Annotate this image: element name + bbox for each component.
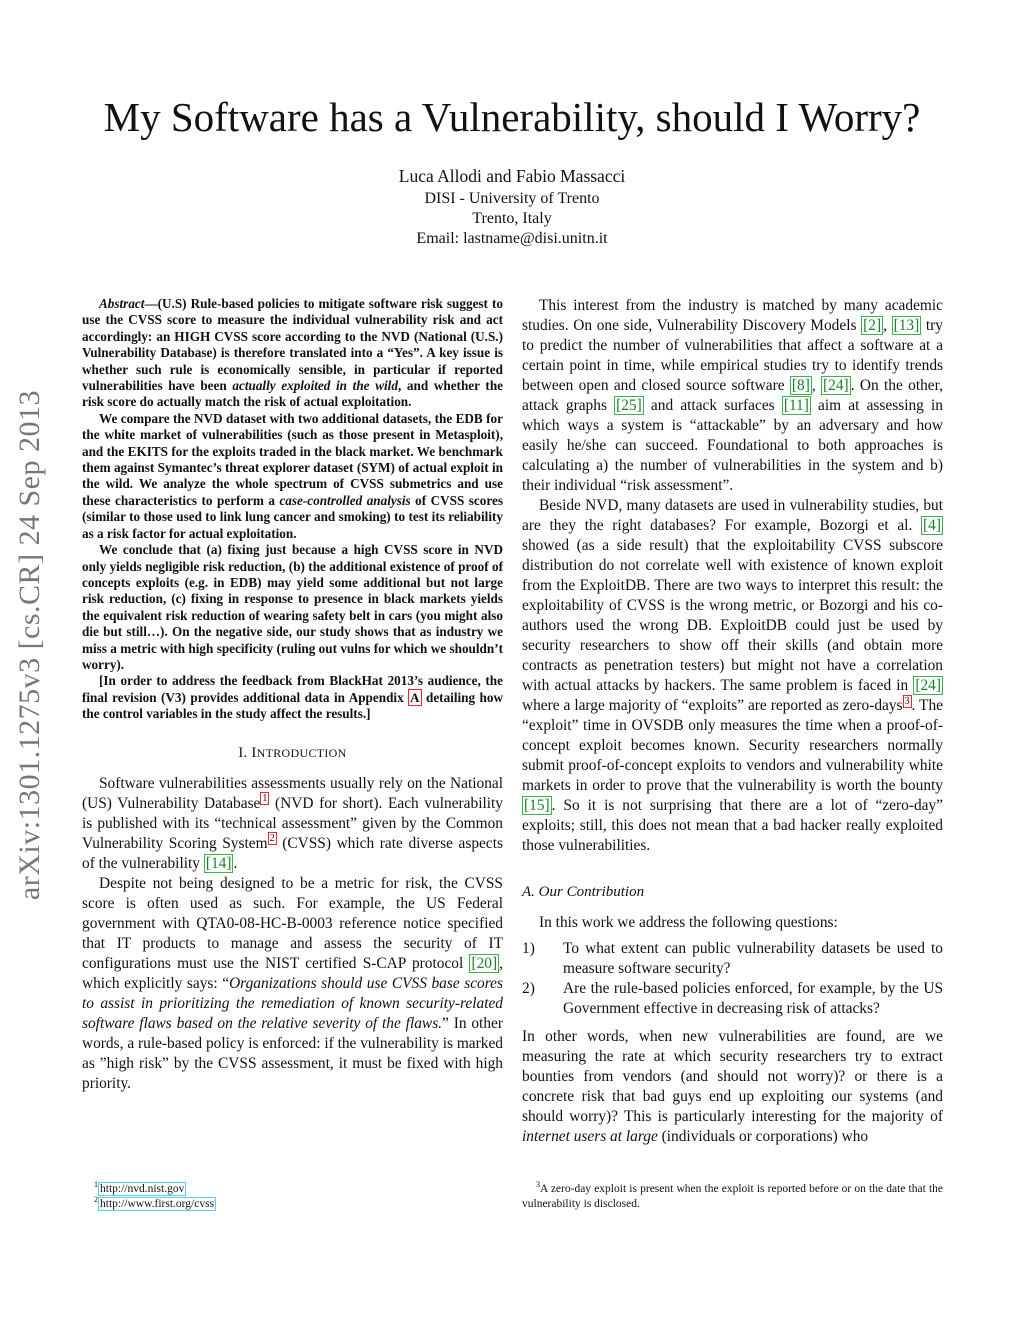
list-item: 1) To what extent can public vulnerability datasets be used to measure software security? [522, 940, 943, 977]
citation-link[interactable]: [8] [791, 377, 810, 394]
subsection-heading-contribution: A. Our Contribution [522, 884, 645, 900]
footnote-3: $^3$A zero-day exploit is present when the exploit is reported before or on the date that the vulnerability is disclosed. [522, 1180, 943, 1210]
citation-link[interactable]: [13] [893, 317, 920, 334]
abstract-paragraph-1: Abstract—(U.S) Rule-based policies to mitigate software risk suggest to use the CVSS score to measure the individual vulnerability risk and act accordingly: an HIGH CVSS score according to the NVD (National (U.S.) Vulnerability Database) is therefore translated into a “Yes”. A key issue is whether such rule is economically sensible, in particular if reported vulnerabilities have been actually exploited in the wild, and whether the risk score do actually match the risk of actual exploitation. [82, 296, 504, 410]
citation-link[interactable]: [15] [524, 797, 550, 814]
author-block [0, 166, 1024, 249]
author-location: Trento, Italy [472, 210, 552, 227]
citation-link[interactable]: [20] [471, 954, 498, 972]
abstract-paragraph-3: We conclude that (a) fixing just because a high CVSS score in NVD only yields negligible risk reduction, (b) the additional existence of proof of concepts exploits (e.g. in EDB) may yield some additional but not large risk reduction, (c) fixing in response to presence in black markets yields the equivalent risk reduction of wearing safety belt in cars (you might also die but still…). On the negative side, our study shows that as industry we miss a metric with high specificity (ruling out vulns for which we shouldn’t worry). [82, 542, 503, 672]
left-column [82, 296, 503, 1094]
footnotes-right [522, 1182, 943, 1212]
paper-title: My Software has a Vulnerability, should I Worry? [103, 94, 921, 140]
citation-link[interactable]: [2] [863, 317, 882, 334]
arxiv-id-text: arXiv:1301.1275v3 [cs.CR] 24 Sep 2013 [13, 389, 46, 901]
right-paragraph-4: In other words, when new vulnerabilities are found, are we measuring the rate at which security researchers try to extract bounties from vendors (and should not worry)? or there is a concrete risk that bad guys end up exploiting our systems (and should worry)? This is particularly interesting for the majority of internet users at large (individuals or corporations) who [522, 1028, 943, 1145]
section-heading-introduction: I. INTRODUCTION [238, 744, 347, 761]
footnote-1: $^1$ http://nvd.nist.gov [94, 1180, 185, 1195]
right-paragraph-2: Beside NVD, many datasets are used in vulnerability studies, but are they the right databases? For example, Bozorgi et al. [4] showed (as a side result) that the exploitability CVSS subscore distribution do not correlate well with existence of known exploit from the ExploitDB. There are two ways to interpret this result: the exploitability of CVSS is the wrong metric, or Bozorgi and his co-authors used the wrong DB. ExploitDB could just be used by security researchers to show off their skills (and obtain more contracts as penetration testers) but might not have a correlation with actual attacks by hackers. The same problem is faced in [24] where a large majority of “exploits” are reported as zero-days $^3$ . The “exploit” time in OVSDB only measures the time when a proof-of-concept exploit becomes known. Security researchers normally submit proof-of-concept exploits to vendors and vulnerability white markets in order to prove that the vulnerability is worth the bounty [15] . So it is not surprising that there are a lot of “zero-day” exploits; still, this does not mean that a bad hacker really exploited those vulnerabilities. [522, 497, 943, 854]
right-paragraph-3: In this work we address the following questions: [539, 914, 838, 931]
footnote-ref-3[interactable]: 3 [904, 695, 910, 707]
abstract [82, 296, 503, 723]
abstract-label: Abstract [99, 296, 145, 311]
appendix-link[interactable]: A [410, 689, 420, 705]
citation-link[interactable]: [11] [783, 397, 809, 414]
footnote-ref-2[interactable]: 2 [269, 833, 275, 845]
list-item: 2) Are the rule-based policies enforced, for example, by the US Government effective in decreasing risk of attacks? [522, 980, 943, 1017]
abstract-paragraph-2: We compare the NVD dataset with two additional datasets, the EDB for the white market of vulnerabilities (such as those present in Metasploit), and the EKITS for the exploits traded in the black market. We benchmark them against Symantec’s threat explorer dataset (SYM) of actual exploit in the wild. We analyze the whole spectrum of CVSS submetrics and use these characteristics to perform a case-controlled analysis of CVSS scores (similar to those used to link lung cancer and smoking) to test its reliability as a risk factor for actual exploitation. [82, 410, 503, 541]
intro-paragraph-2: Despite not being designed to be a metric for risk, the CVSS score is often used as such. For example, the US Federal government with QTA0-08-HC-B-0003 reference notice specified that IT products to manage and assess the security of IT configurations must use the NIST certified S-CAP protocol [20] , which explicitly says: “Organizations should use CVSS base scores to assist in prioritizing the remediation of known security-related software flaws based on the relative severity of the flaws.” In other words, a rule-based policy is enforced: if the vulnerability is marked as ”high risk” by the CVSS assessment, it must be fixed with high priority. [82, 874, 503, 1092]
right-paragraph-1: This interest from the industry is matched by many academic studies. On one side, Vulnerability Discovery Models [2] , [13] try to predict the number of vulnerabilities that affect a software at a certain point in time, while empirical studies try to identify trends between open and closed source software [8] , [24] . On the other, attack graphs [25] and attack surfaces [11] aim at assessing in which ways a system is “attackable” by an adversary and how easily he/she can succeed. Foundational to both approaches is calculating a) the number of vulnerabilities in the system and b) their individual “risk assessment”. [522, 297, 943, 494]
footnotes-left [94, 1182, 494, 1212]
citation-link[interactable]: [24] [823, 377, 849, 394]
footnote-ref-1[interactable]: 1 [262, 793, 268, 805]
citation-link[interactable]: [25] [616, 397, 642, 414]
footnote-2: $^2$ http://www.first.org/cvss [94, 1195, 215, 1210]
author-affiliation: DISI - University of Trento [424, 190, 600, 207]
footnote-link-nvd[interactable]: http://nvd.nist.gov [100, 1183, 185, 1195]
citation-link[interactable]: [14] [205, 854, 232, 872]
citation-link[interactable]: [24] [915, 677, 941, 694]
author-email: Email: lastname@disi.unitn.it [416, 230, 608, 247]
citation-link[interactable]: [4] [923, 517, 941, 534]
abstract-paragraph-4: [In order to address the feedback from BlackHat 2013’s audience, the final revision (V3) provides additional data in Appendix A detailing how the control variables in the study affect the results.] [82, 673, 503, 722]
author-names: Luca Allodi and Fabio Massacci [398, 166, 626, 186]
intro-paragraph-1: Software vulnerabilities assessments usually rely on the National (US) Vulnerability Database $^1$ (NVD for short). Each vulnerability is published with its “technical assessment” given by the Common Vulnerability Scoring System $^2$ (CVSS) which rate diverse aspects of the vulnerability [14] . [82, 774, 503, 872]
arxiv-identifier [0, 360, 60, 930]
footnote-link-cvss[interactable]: http://www.first.org/cvss [100, 1198, 215, 1210]
question-list [522, 939, 943, 1019]
right-column [522, 296, 943, 1147]
